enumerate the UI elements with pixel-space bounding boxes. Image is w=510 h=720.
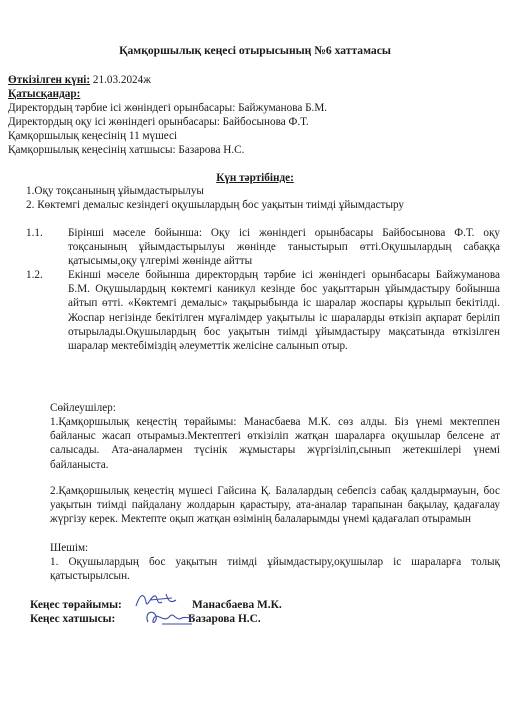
speaker-statement: 1.Қамқоршылық кеңестің төрайымы: Манасбаева М.К. сөз алды. Біз үнемі мектеппен байланыс жасап отырамыз.Мектептегі өткізіліп жатқан шараларға оқушылар белсене ат салысады. Ата-аналармен түсінік жұмыстары жүргізіліп,сынып жетекшілері үнемі байланыста. [50,416,500,471]
date-row [8,73,151,87]
agenda-heading: Күн тәртібінде: [216,172,294,184]
decision-text: 1. Оқушылардың бос уақытын тиімді ұйымдастыру,оқушылар іс шараларға толық қатыстырылсын. [50,556,500,583]
attendee-line: Қамқоршылық кеңесінің 11 мүшесі [8,130,178,142]
agenda-item: 1.Оқу тоқсанының ұйымдастырылуы [26,185,204,197]
discussion-text: Бірінші мәселе бойынша: Оқу ісі жөніндегі орынбасары Байбосынова Ф.Т. оқу тоқсанының ұйымдастырылуы жөнінде таныстырып өтті.Оқушылардың сабаққа қатысымы,оқу үлгерімі жөнінде айтты [68,227,500,268]
discussion-number: 1.2. [26,269,43,281]
chair-label: Кеңес төрайымы: [30,599,122,611]
attendee-line: Директордың тәрбие ісі жөніндегі орынбасары: Байжуманова Б.М. [8,102,328,114]
speakers-heading: Сөйлеушілер: [50,402,116,414]
secretary-label: Кеңес хатшысы: [30,613,116,625]
agenda-item: 2. Көктемгі демалыс кезіндегі оқушылардың бос уақытын тиімді ұйымдастыру [26,199,404,211]
secretary-name: Базарова Н.С. [188,613,261,625]
attendee-line: Директордың оқу ісі жөніндегі орынбасары: Байбосынова Ф.Т. [8,116,309,128]
speaker-statement: 2.Қамқоршылық кеңестің мүшесі Гайсина Қ. Балалардың себепсіз сабақ қалдырмауын, бос уақытын тиімді пайдалану жолдарын қарастыру, ата-аналар тарапынан бақылау, қадағалау жүргізу керек. Мектепте оқып жатқан өзімінің балаларымды үнемі қадағалап отырамын [50,485,500,526]
date-value: 21.03.2024ж [90,74,151,86]
date-label: Өткізілген күні: [8,74,91,86]
discussion-text: Екінші мәселе бойынша директордың тәрбие ісі жөніндегі орынбасары Байжуманова Б.М. Оқушылардың көктемгі каникул кезінде бос уақыттарын ұйымдастыру бойынша айтып өтті. «Көктемгі демалыс» тақырыбында іс шаралар жоспары құрылып бекітілді. Жоспар негізінде бекітілген мұғалімдер уақытылы іс шараларды өткізіп ақпарат беріліп отырылады.Оқушылардың бос уақытын тиімді ұйымдастыру мақсатында өткізілген шаралар мектебіміздің әлеуметтік желісіне салынып отыр. [68,269,500,353]
chair-name: Манасбаева М.К. [192,599,282,611]
secretary-signature [142,604,202,630]
attendees-label: Қатысқандар: [8,88,81,100]
document-title: Қамқоршылық кеңесі отырысының №6 хаттамасы [119,44,391,57]
decision-heading: Шешім: [50,542,89,554]
discussion-number: 1.1. [26,227,43,239]
attendee-line: Қамқоршылық кеңесінің хатшысы: Базарова Н.С. [8,144,245,156]
